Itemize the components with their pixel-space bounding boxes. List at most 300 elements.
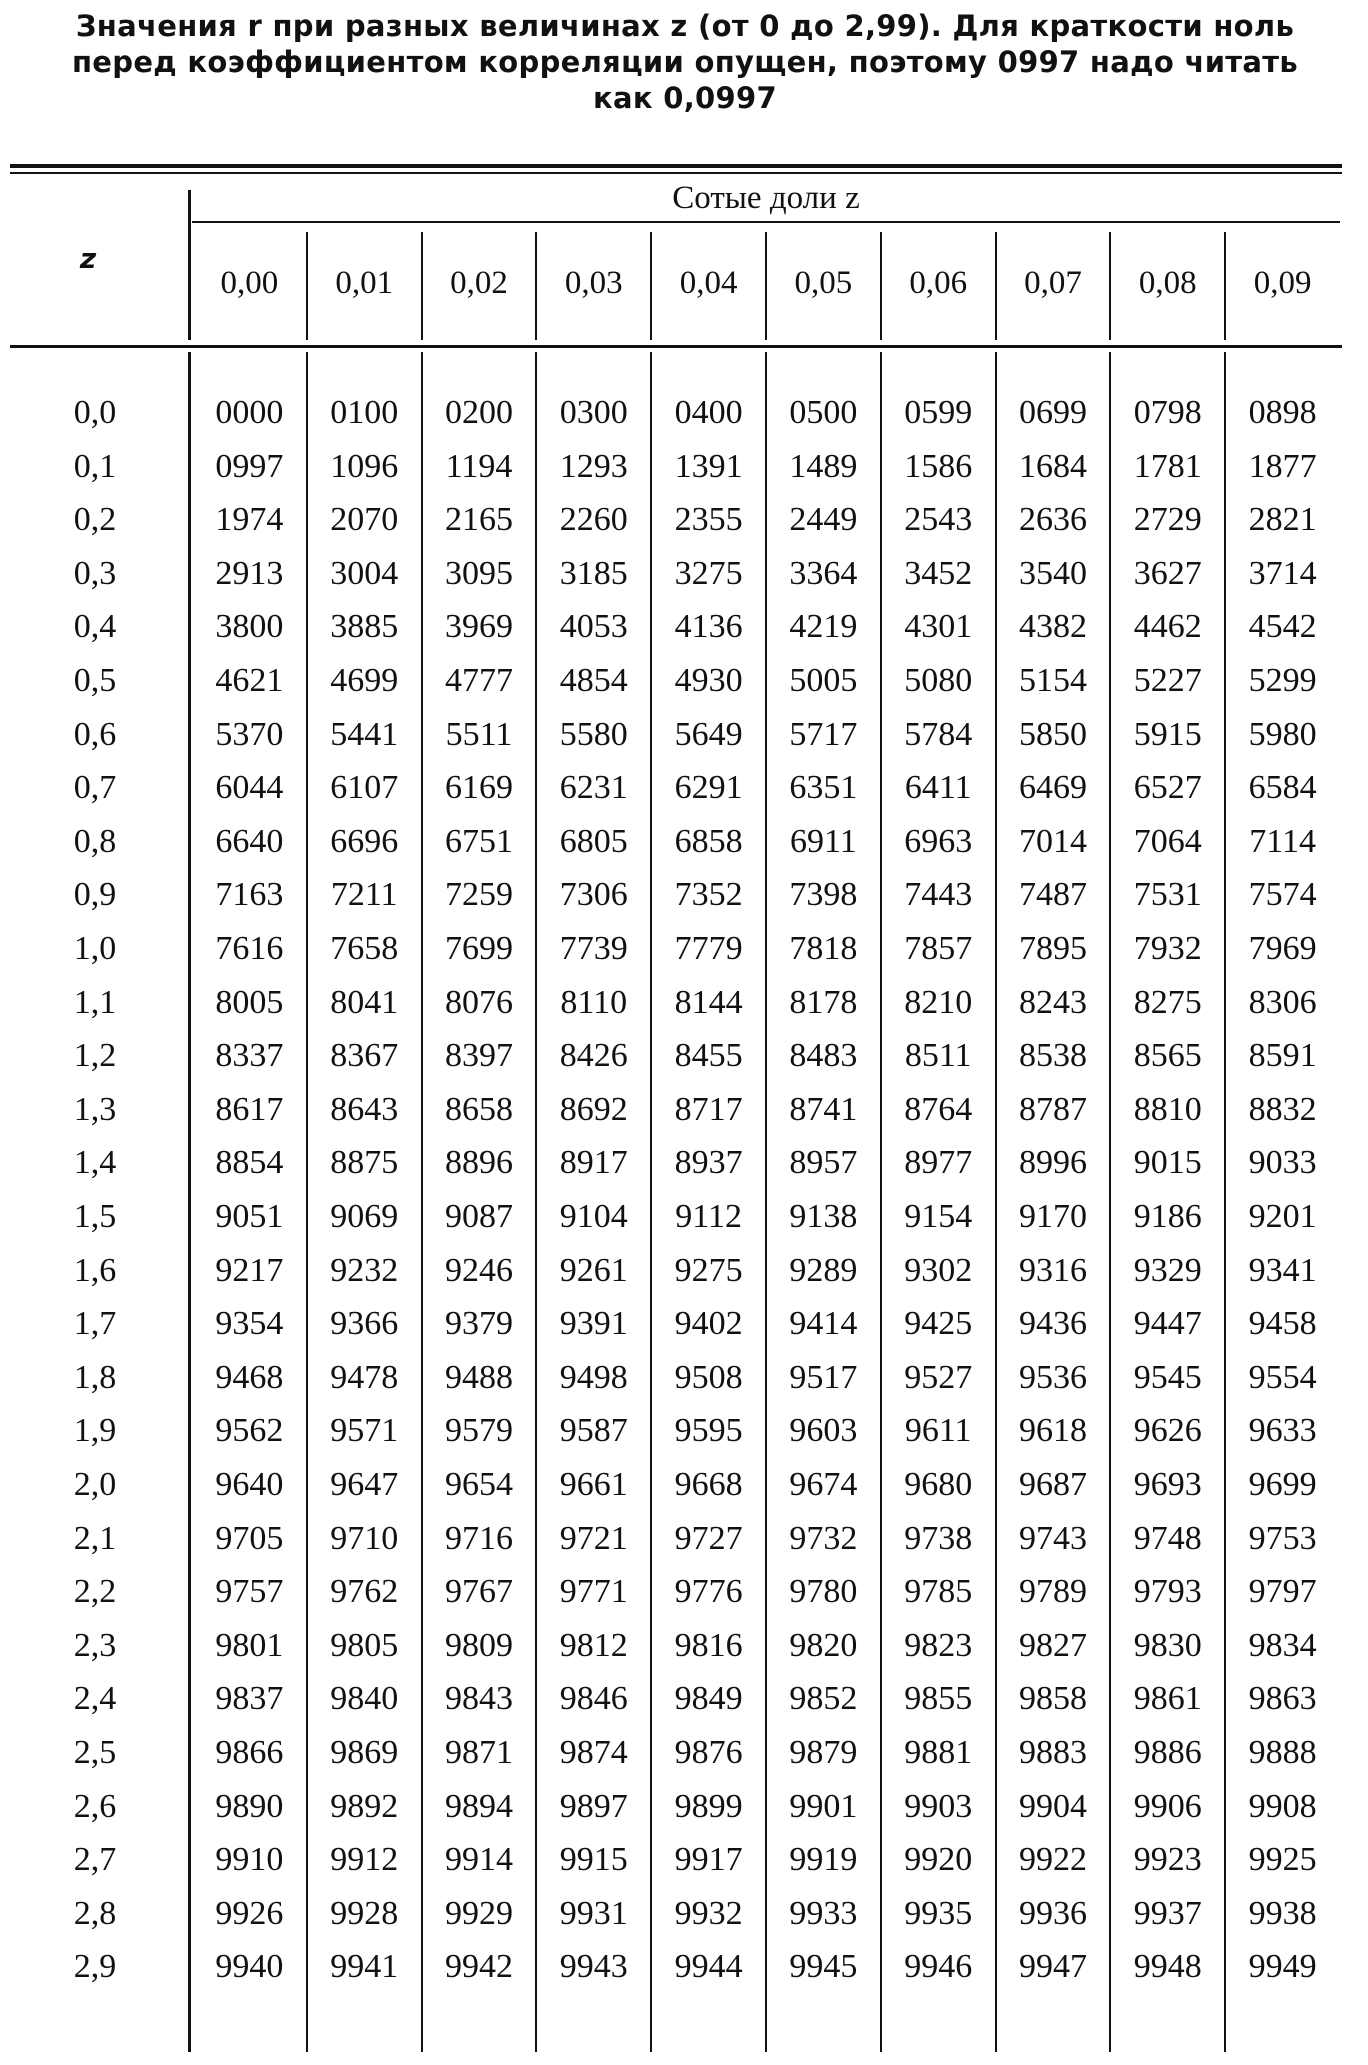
r-value: 9938 — [1248, 1894, 1317, 1932]
r-value: 9861 — [1133, 1680, 1202, 1718]
z-value: 2,2 — [73, 1573, 117, 1611]
r-value: 9587 — [559, 1412, 628, 1450]
table-row — [0, 1887, 1368, 1940]
z-value: 0,8 — [73, 822, 117, 860]
r-value: 9757 — [215, 1573, 284, 1611]
r-value: 9915 — [559, 1841, 628, 1879]
z-value: 2,7 — [73, 1841, 117, 1879]
z-value: 0,0 — [73, 394, 117, 431]
r-value: 9170 — [1018, 1198, 1087, 1235]
r-value: 9603 — [789, 1412, 858, 1450]
r-value: 9154 — [904, 1198, 973, 1235]
r-value: 9414 — [789, 1305, 858, 1343]
r-value: 9488 — [444, 1358, 513, 1396]
r-value: 6231 — [559, 769, 628, 807]
r-value: 5850 — [1018, 715, 1087, 753]
r-value: 9936 — [1018, 1894, 1087, 1932]
r-value: 9874 — [559, 1734, 628, 1771]
r-value: 9871 — [444, 1734, 513, 1771]
r-value: 2070 — [330, 501, 399, 539]
r-value: 8896 — [444, 1144, 513, 1182]
r-value: 9687 — [1018, 1466, 1087, 1503]
r-value: 3275 — [674, 554, 743, 592]
z-column-header: z — [79, 242, 97, 275]
r-value: 9946 — [904, 1948, 973, 1986]
r-value: 9436 — [1018, 1305, 1087, 1343]
r-value: 9186 — [1133, 1198, 1202, 1235]
table-row — [0, 386, 1368, 439]
r-value: 9618 — [1018, 1412, 1087, 1450]
r-value: 8455 — [674, 1037, 743, 1075]
r-value: 9823 — [904, 1626, 973, 1664]
r-value: 0400 — [674, 394, 743, 431]
r-value: 8076 — [444, 983, 513, 1021]
r-value: 9721 — [559, 1519, 628, 1557]
r-value: 9579 — [444, 1412, 513, 1450]
r-value: 9668 — [674, 1466, 743, 1503]
r-value: 7259 — [444, 876, 513, 914]
r-value: 9830 — [1133, 1626, 1202, 1664]
r-value: 9536 — [1018, 1358, 1087, 1396]
r-value: 0898 — [1248, 394, 1317, 431]
r-value: 9899 — [674, 1787, 743, 1825]
r-value: 9654 — [444, 1466, 513, 1503]
table-row — [0, 1136, 1368, 1189]
r-value: 3540 — [1018, 554, 1087, 592]
r-value: 6527 — [1133, 769, 1202, 807]
z-value: 2,6 — [73, 1787, 117, 1825]
r-value: 8854 — [215, 1144, 284, 1182]
r-value: 9554 — [1248, 1358, 1317, 1396]
z-value: 0,2 — [73, 501, 117, 539]
r-value: 8538 — [1018, 1037, 1087, 1075]
r-value: 9705 — [215, 1519, 284, 1557]
z-value: 1,9 — [73, 1412, 117, 1450]
r-value: 9727 — [674, 1519, 743, 1557]
r-value: 9797 — [1248, 1573, 1317, 1611]
r-value: 5080 — [904, 662, 973, 699]
r-value: 9562 — [215, 1412, 284, 1450]
r-value: 9716 — [444, 1519, 513, 1557]
r-value: 9611 — [904, 1412, 972, 1450]
r-value: 9901 — [789, 1787, 858, 1825]
table-row — [0, 1404, 1368, 1457]
r-value: 6351 — [789, 769, 858, 807]
r-value: 7739 — [559, 930, 628, 967]
r-value: 9015 — [1133, 1144, 1202, 1182]
r-value: 9571 — [330, 1412, 399, 1450]
r-value: 5370 — [215, 715, 284, 753]
r-value: 1586 — [904, 447, 973, 485]
r-value: 9820 — [789, 1626, 858, 1664]
r-value: 9201 — [1248, 1198, 1317, 1235]
r-value: 9949 — [1248, 1948, 1317, 1986]
r-value: 9897 — [559, 1787, 628, 1825]
table-row — [0, 1244, 1368, 1297]
r-value: 1293 — [559, 447, 628, 485]
column-header: 0,02 — [450, 265, 508, 301]
r-value: 9866 — [215, 1734, 284, 1771]
r-value: 9767 — [444, 1573, 513, 1611]
r-value: 9232 — [330, 1251, 399, 1289]
r-value: 4542 — [1248, 608, 1317, 646]
r-value: 7487 — [1018, 876, 1087, 914]
r-value: 7114 — [1249, 822, 1316, 860]
table-row — [0, 654, 1368, 707]
z-value: 2,1 — [73, 1519, 117, 1557]
z-value: 1,7 — [73, 1305, 117, 1343]
column-rule-body — [995, 352, 997, 2052]
r-value: 8005 — [215, 983, 284, 1021]
r-value: 9941 — [330, 1948, 399, 1986]
r-value: 9468 — [215, 1358, 284, 1396]
r-value: 9940 — [215, 1948, 284, 1986]
r-value: 8917 — [559, 1144, 628, 1182]
r-value: 9922 — [1018, 1841, 1087, 1879]
r-value: 6411 — [904, 769, 972, 807]
caption-line-1: Значения r при разных величинах z (от 0 до 2,99). Для краткости ноль — [75, 9, 1295, 43]
z-value: 2,5 — [73, 1734, 117, 1771]
r-value: 9931 — [559, 1894, 628, 1932]
r-value: 7398 — [789, 876, 858, 914]
r-value: 9894 — [444, 1787, 513, 1825]
r-value: 0599 — [904, 394, 973, 431]
z-value: 1,2 — [73, 1037, 117, 1075]
r-value: 7211 — [330, 876, 398, 914]
r-value: 6107 — [330, 769, 399, 807]
r-value: 9316 — [1018, 1251, 1087, 1289]
r-value: 8717 — [674, 1090, 743, 1128]
r-value: 9289 — [789, 1251, 858, 1289]
table-row — [0, 761, 1368, 814]
z-value: 1,8 — [73, 1358, 117, 1396]
r-value: 3969 — [444, 608, 513, 646]
r-value: 9942 — [444, 1948, 513, 1986]
r-value: 9789 — [1018, 1573, 1087, 1611]
r-value: 1096 — [330, 447, 399, 485]
r-value: 3004 — [330, 554, 399, 592]
z-value: 2,8 — [73, 1894, 117, 1932]
table-row — [0, 868, 1368, 921]
r-value: 8741 — [789, 1090, 858, 1128]
r-value: 8337 — [215, 1037, 284, 1075]
r-value: 9843 — [444, 1680, 513, 1718]
r-value: 9753 — [1248, 1519, 1317, 1557]
r-value: 9112 — [675, 1198, 742, 1235]
column-rule-body — [421, 352, 423, 2052]
r-value: 9809 — [444, 1626, 513, 1664]
z-value: 0,9 — [73, 876, 117, 914]
r-value: 0699 — [1018, 394, 1087, 431]
r-value: 9812 — [559, 1626, 628, 1664]
r-value: 5915 — [1133, 715, 1202, 753]
r-value: 8511 — [904, 1037, 972, 1075]
column-rule-header — [421, 232, 423, 340]
r-value: 7531 — [1133, 876, 1202, 914]
r-value: 4854 — [559, 662, 628, 699]
r-value: 9944 — [674, 1948, 743, 1986]
z-value: 0,5 — [73, 662, 117, 699]
r-value: 0798 — [1133, 394, 1202, 431]
r-value: 9647 — [330, 1466, 399, 1503]
r-value: 6640 — [215, 822, 284, 860]
z-value: 2,0 — [73, 1466, 117, 1503]
r-value: 4462 — [1133, 608, 1202, 646]
r-value: 8810 — [1133, 1090, 1202, 1128]
table-row — [0, 1726, 1368, 1779]
table-row — [0, 1029, 1368, 1082]
column-rule-body — [535, 352, 537, 2052]
r-value: 1974 — [215, 501, 284, 539]
r-value: 6469 — [1018, 769, 1087, 807]
r-value: 8397 — [444, 1037, 513, 1075]
r-value: 9640 — [215, 1466, 284, 1503]
table-row — [0, 1297, 1368, 1350]
r-value: 9869 — [330, 1734, 399, 1771]
r-value: 9923 — [1133, 1841, 1202, 1879]
r-value: 8937 — [674, 1144, 743, 1182]
column-header: 0,00 — [220, 265, 279, 301]
column-header: 0,08 — [1138, 265, 1197, 301]
z-column-rule-header — [188, 190, 191, 340]
r-value: 9903 — [904, 1787, 973, 1825]
table-row — [0, 708, 1368, 761]
r-value: 1684 — [1018, 447, 1087, 485]
r-value: 7574 — [1248, 876, 1317, 914]
r-value: 1489 — [789, 447, 858, 485]
r-value: 0997 — [215, 447, 284, 485]
caption-line-3: как 0,0997 — [593, 81, 777, 115]
r-value: 4219 — [789, 608, 858, 646]
r-value: 6044 — [215, 769, 284, 807]
r-value: 9458 — [1248, 1305, 1317, 1343]
r-value: 9890 — [215, 1787, 284, 1825]
z-value: 1,5 — [73, 1198, 117, 1235]
r-value: 2355 — [674, 501, 743, 539]
r-value: 1781 — [1133, 447, 1202, 485]
r-value: 9732 — [789, 1519, 858, 1557]
r-value: 9545 — [1133, 1358, 1202, 1396]
r-value: 9595 — [674, 1412, 743, 1450]
r-value: 9801 — [215, 1626, 284, 1664]
r-value: 9837 — [215, 1680, 284, 1718]
r-value: 1391 — [674, 447, 743, 485]
r-value: 9748 — [1133, 1519, 1202, 1557]
r-value: 8996 — [1018, 1144, 1087, 1182]
r-value: 6291 — [674, 769, 743, 807]
r-value: 9104 — [559, 1198, 628, 1235]
r-value: 6963 — [904, 822, 973, 860]
r-value: 9892 — [330, 1787, 399, 1825]
r-value: 8041 — [330, 983, 399, 1021]
column-header: 0,04 — [679, 265, 738, 301]
z-value: 1,4 — [73, 1144, 117, 1182]
r-value: 3714 — [1248, 554, 1317, 592]
r-value: 3885 — [330, 608, 399, 646]
r-value: 9087 — [444, 1198, 513, 1235]
r-value: 9948 — [1133, 1948, 1202, 1986]
r-value: 9886 — [1133, 1734, 1202, 1771]
column-rule-header — [1109, 232, 1111, 340]
r-value: 5649 — [674, 715, 743, 753]
column-header: 0,07 — [1024, 265, 1082, 301]
r-value: 4621 — [215, 662, 284, 699]
r-value: 8110 — [560, 983, 628, 1021]
r-value: 9840 — [330, 1680, 399, 1718]
r-value: 8306 — [1248, 983, 1317, 1021]
r-value: 9661 — [559, 1466, 628, 1503]
r-value: 0000 — [215, 394, 284, 431]
r-value: 9912 — [330, 1841, 399, 1879]
r-value: 0100 — [330, 394, 399, 431]
r-value: 9776 — [674, 1573, 743, 1611]
r-value: 9246 — [444, 1251, 513, 1289]
r-value: 9366 — [330, 1305, 399, 1343]
r-value: 5980 — [1248, 715, 1317, 753]
table-row — [0, 922, 1368, 975]
table-caption — [30, 8, 1340, 116]
r-value: 8787 — [1018, 1090, 1087, 1128]
r-value: 3364 — [789, 554, 858, 592]
r-value: 4053 — [559, 608, 628, 646]
r-value: 2543 — [904, 501, 973, 539]
r-value: 8367 — [330, 1037, 399, 1075]
r-value: 1194 — [445, 447, 513, 485]
z-value: 0,6 — [73, 715, 117, 753]
r-value: 2260 — [559, 501, 628, 539]
r-value: 9935 — [904, 1894, 973, 1932]
r-value: 7932 — [1133, 930, 1202, 967]
r-value: 4136 — [674, 608, 743, 646]
group-column-header: Сотые доли z — [672, 180, 860, 216]
table-row — [0, 600, 1368, 653]
r-value: 7658 — [330, 930, 399, 967]
r-value: 8832 — [1248, 1090, 1317, 1128]
table-row — [0, 1833, 1368, 1886]
r-value: 9693 — [1133, 1466, 1202, 1503]
r-value: 5227 — [1133, 662, 1202, 699]
r-value: 5005 — [789, 662, 858, 699]
column-rule-header — [650, 232, 652, 340]
r-value: 9447 — [1133, 1305, 1202, 1343]
r-value: 8764 — [904, 1090, 973, 1128]
r-value: 6911 — [790, 822, 857, 860]
r-value: 4930 — [674, 662, 743, 699]
r-value: 5717 — [789, 715, 858, 753]
r-value: 9910 — [215, 1841, 284, 1879]
column-header: 0,05 — [794, 265, 853, 301]
column-rule-body — [1224, 352, 1226, 2052]
r-value: 7064 — [1133, 822, 1202, 860]
z-value: 0,4 — [73, 608, 117, 646]
z-value: 0,7 — [73, 769, 117, 807]
r-value: 9710 — [330, 1519, 399, 1557]
table-row — [0, 547, 1368, 600]
r-value: 9478 — [330, 1358, 399, 1396]
r-value: 8210 — [904, 983, 973, 1021]
r-value: 8144 — [674, 983, 743, 1021]
z-value: 2,4 — [73, 1680, 117, 1718]
r-value: 2636 — [1018, 501, 1087, 539]
r-value: 9785 — [904, 1573, 973, 1611]
column-rule-header — [880, 232, 882, 340]
r-value: 9937 — [1133, 1894, 1202, 1932]
table-row — [0, 1619, 1368, 1672]
r-value: 6584 — [1248, 769, 1317, 807]
r-value: 4777 — [444, 662, 513, 699]
table-row — [0, 1351, 1368, 1404]
r-value: 9391 — [559, 1305, 628, 1343]
r-value: 7895 — [1018, 930, 1087, 967]
r-value: 8565 — [1133, 1037, 1202, 1075]
table-row — [0, 1672, 1368, 1725]
column-rule-header — [535, 232, 537, 340]
r-value: 9680 — [904, 1466, 973, 1503]
r-value: 9929 — [444, 1894, 513, 1932]
r-value: 0300 — [559, 394, 628, 431]
r-value: 2821 — [1248, 501, 1317, 539]
r-value: 9302 — [904, 1251, 973, 1289]
r-value: 9771 — [559, 1573, 628, 1611]
table-row — [0, 976, 1368, 1029]
r-value: 7306 — [559, 876, 628, 914]
r-value: 3627 — [1133, 554, 1202, 592]
r-value: 9917 — [674, 1841, 743, 1879]
z-column-rule-body — [188, 352, 191, 2052]
r-value: 9805 — [330, 1626, 399, 1664]
r-value: 9920 — [904, 1841, 973, 1879]
r-value: 8692 — [559, 1090, 628, 1128]
r-value: 8957 — [789, 1144, 858, 1182]
r-value: 9780 — [789, 1573, 858, 1611]
r-value: 4699 — [330, 662, 399, 699]
table-row — [0, 1512, 1368, 1565]
r-value: 9925 — [1248, 1841, 1317, 1879]
r-value: 3185 — [559, 554, 628, 592]
r-value: 8591 — [1248, 1037, 1317, 1075]
r-value: 9517 — [789, 1358, 858, 1396]
column-rule-header — [995, 232, 997, 340]
r-value: 6858 — [674, 822, 743, 860]
r-value: 0200 — [444, 394, 513, 431]
r-value: 7443 — [904, 876, 973, 914]
r-value: 9928 — [330, 1894, 399, 1932]
r-value: 9275 — [674, 1251, 743, 1289]
column-rule-body — [1109, 352, 1111, 2052]
r-value: 3800 — [215, 608, 284, 646]
r-value: 9908 — [1248, 1787, 1317, 1825]
caption-line-2: перед коэффициентом корреляции опущен, поэтому 0997 надо читать — [71, 45, 1299, 79]
column-rule-header — [306, 232, 308, 340]
r-value: 4301 — [904, 608, 973, 646]
r-value: 7699 — [444, 930, 513, 967]
r-value: 8643 — [330, 1090, 399, 1128]
r-value: 6751 — [444, 822, 513, 860]
r-value: 8275 — [1133, 983, 1202, 1021]
r-value: 8977 — [904, 1144, 973, 1182]
header-bottom-rule — [10, 345, 1342, 348]
table-row — [0, 1083, 1368, 1136]
r-value: 9379 — [444, 1305, 513, 1343]
r-value: 9947 — [1018, 1948, 1087, 1986]
r-value: 9341 — [1248, 1251, 1317, 1289]
table-row — [0, 815, 1368, 868]
z-value: 2,9 — [73, 1948, 117, 1986]
r-value: 8875 — [330, 1144, 399, 1182]
table-row — [0, 1190, 1368, 1243]
r-value: 7352 — [674, 876, 743, 914]
r-value: 9919 — [789, 1841, 858, 1879]
